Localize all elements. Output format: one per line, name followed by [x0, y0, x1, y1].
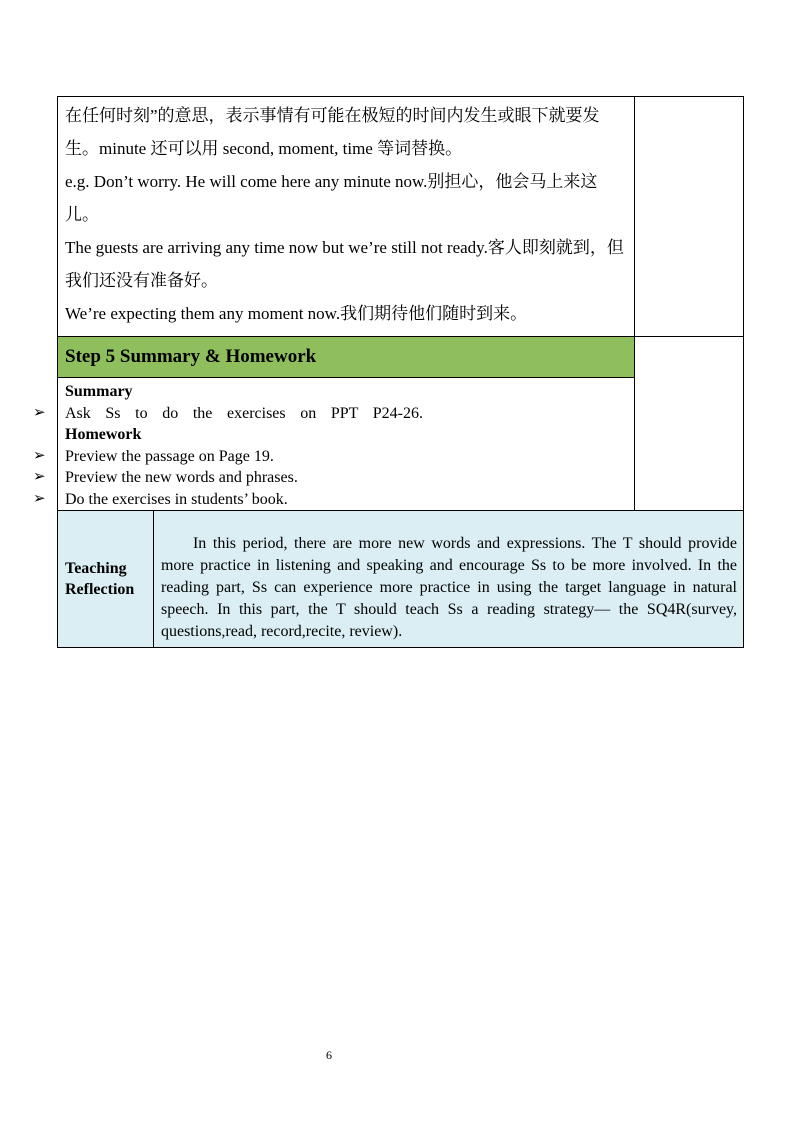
notes-cell [58, 97, 635, 337]
list-item-text: Preview the passage on Page 19. [65, 447, 274, 465]
step-row [58, 337, 744, 378]
homework-title: Homework [65, 426, 142, 443]
list-item [33, 489, 628, 511]
list-item [33, 403, 628, 425]
reflection-row [58, 511, 744, 648]
lesson-plan-table [33, 96, 744, 648]
step-heading: Step 5 Summary & Homework [58, 337, 635, 378]
list-item-text: Ask Ss to do the exercises on PPT P24-26. [65, 404, 423, 422]
summary-title: Summary [65, 383, 133, 400]
note-paragraph: e.g. Don’t worry. He will come here any minute now.别担心，他会马上来这儿。 [65, 172, 598, 224]
note-paragraph: 在任何时刻”的意思，表示事情有可能在极短的时间内发生或眼下就要发生。minute 还可以用 second, moment, time 等词替换。 [65, 106, 600, 158]
arrowhead-bullet-icon: ➢ [33, 469, 46, 485]
notes-row [58, 97, 744, 337]
page-number: 6 [326, 1048, 332, 1062]
list-item-text: Preview the new words and phrases. [65, 469, 298, 486]
summary-cell [33, 378, 635, 511]
list-item-text: Do the exercises in students’ book. [65, 490, 288, 508]
empty-side-cell [635, 97, 744, 337]
note-paragraph: We’re expecting them any moment now.我们期待他们随时到来。 [65, 304, 528, 323]
reflection-label [58, 511, 154, 648]
list-item [33, 467, 628, 489]
arrowhead-bullet-icon: ➢ [33, 404, 46, 421]
reflection-text-cell [153, 511, 743, 648]
reflection-label-line: Reflection [65, 581, 135, 598]
reflection-text: In this period, there are more new words and expressions. The T should provide more practice in listening and speaking and encourage Ss to be more involved. In the reading part, Ss can experience more practice in using the target language in natural speech. In this part, the T should teach Ss a reading strategy— the SQ4R(survey, questions,read, record,recite, review). [160, 535, 737, 640]
list-item [33, 446, 628, 468]
arrowhead-bullet-icon: ➢ [33, 447, 46, 464]
note-paragraph: The guests are arriving any time now but we’re still not ready.客人即刻就到，但我们还没有准备好。 [65, 238, 624, 290]
reflection-label-line: Teaching [65, 560, 127, 577]
empty-side-cell [635, 337, 744, 511]
arrowhead-bullet-icon: ➢ [33, 490, 46, 507]
